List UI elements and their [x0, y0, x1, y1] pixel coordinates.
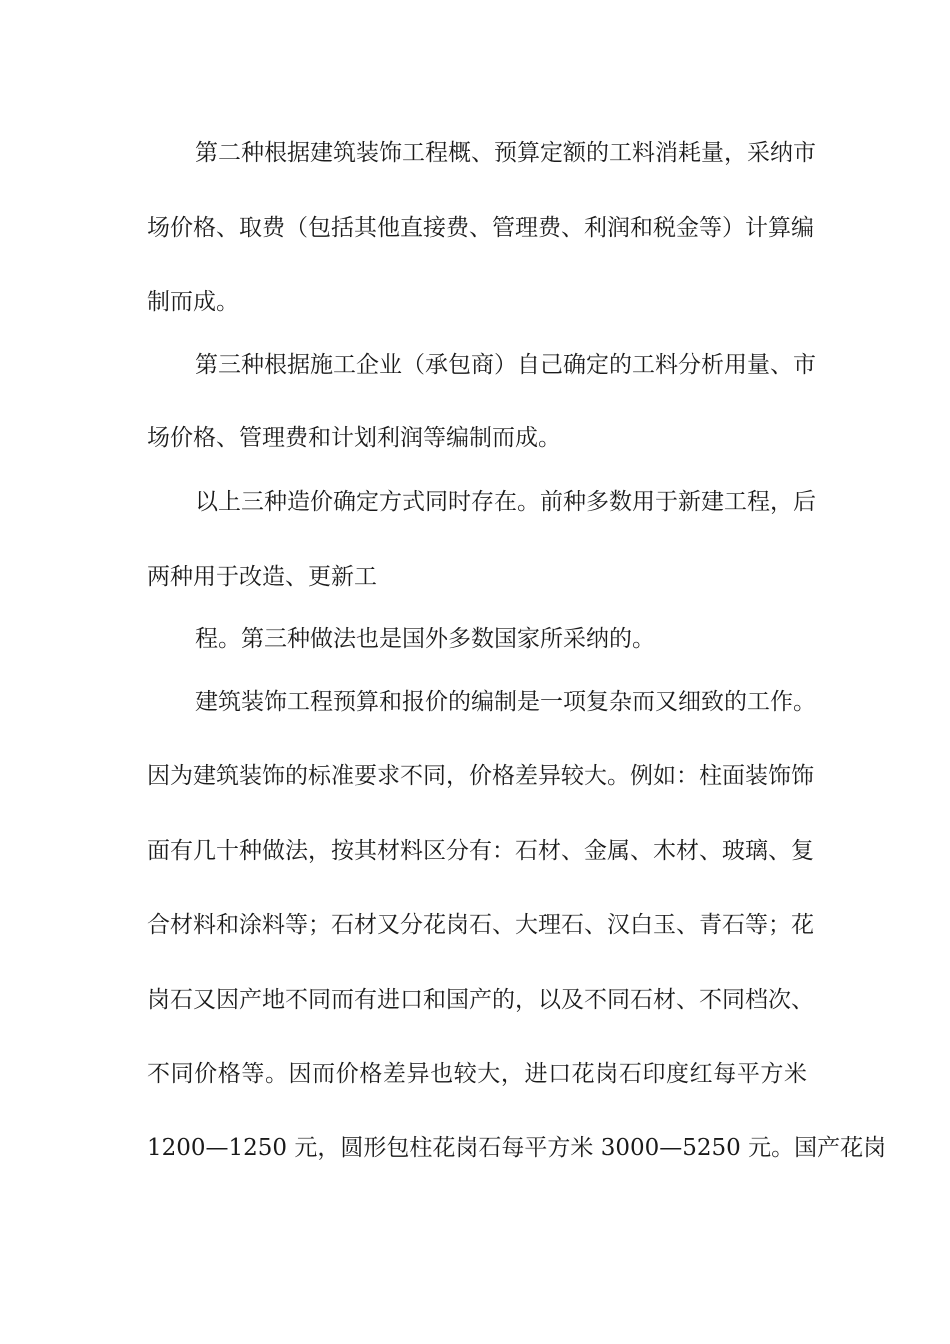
paragraph-1-line-3: 制而成。: [147, 289, 239, 315]
paragraph-2-line-2: 场价格、管理费和计划利润等编制而成。: [147, 425, 561, 451]
paragraph-4-line-3: 面有几十种做法，按其材料区分有：石材、金属、木材、玻璃、复: [147, 838, 814, 864]
paragraph-4-line-1: 建筑装饰工程预算和报价的编制是一项复杂而又细致的工作。: [195, 689, 816, 715]
paragraph-4-line-6: 不同价格等。因而价格差异也较大，进口花岗石印度红每平方米: [147, 1061, 807, 1087]
paragraph-4-line-7: 1200—1250 元，圆形包柱花岗石每平方米 3000—5250 元。国产花岗: [147, 1135, 887, 1161]
paragraph-4-line-4: 合材料和涂料等；石材又分花岗石、大理石、汉白玉、青石等；花: [147, 912, 814, 938]
paragraph-3-line-2: 两种用于改造、更新工: [147, 564, 377, 590]
paragraph-1-line-2: 场价格、取费（包括其他直接费、管理费、利润和税金等）计算编: [147, 215, 814, 241]
paragraph-3-line-1: 以上三种造价确定方式同时存在。前种多数用于新建工程，后: [195, 489, 816, 515]
paragraph-3-line-3: 程。第三种做法也是国外多数国家所采纳的。: [195, 626, 655, 652]
paragraph-2-line-1: 第三种根据施工企业（承包商）自己确定的工料分析用量、市: [195, 352, 816, 378]
paragraph-4-line-5: 岗石又因产地不同而有进口和国产的，以及不同石材、不同档次、: [147, 987, 814, 1013]
paragraph-4-line-2: 因为建筑装饰的标准要求不同，价格差异较大。例如：柱面装饰饰: [147, 763, 814, 789]
paragraph-1-line-1: 第二种根据建筑装饰工程概、预算定额的工料消耗量，采纳市: [195, 140, 816, 166]
